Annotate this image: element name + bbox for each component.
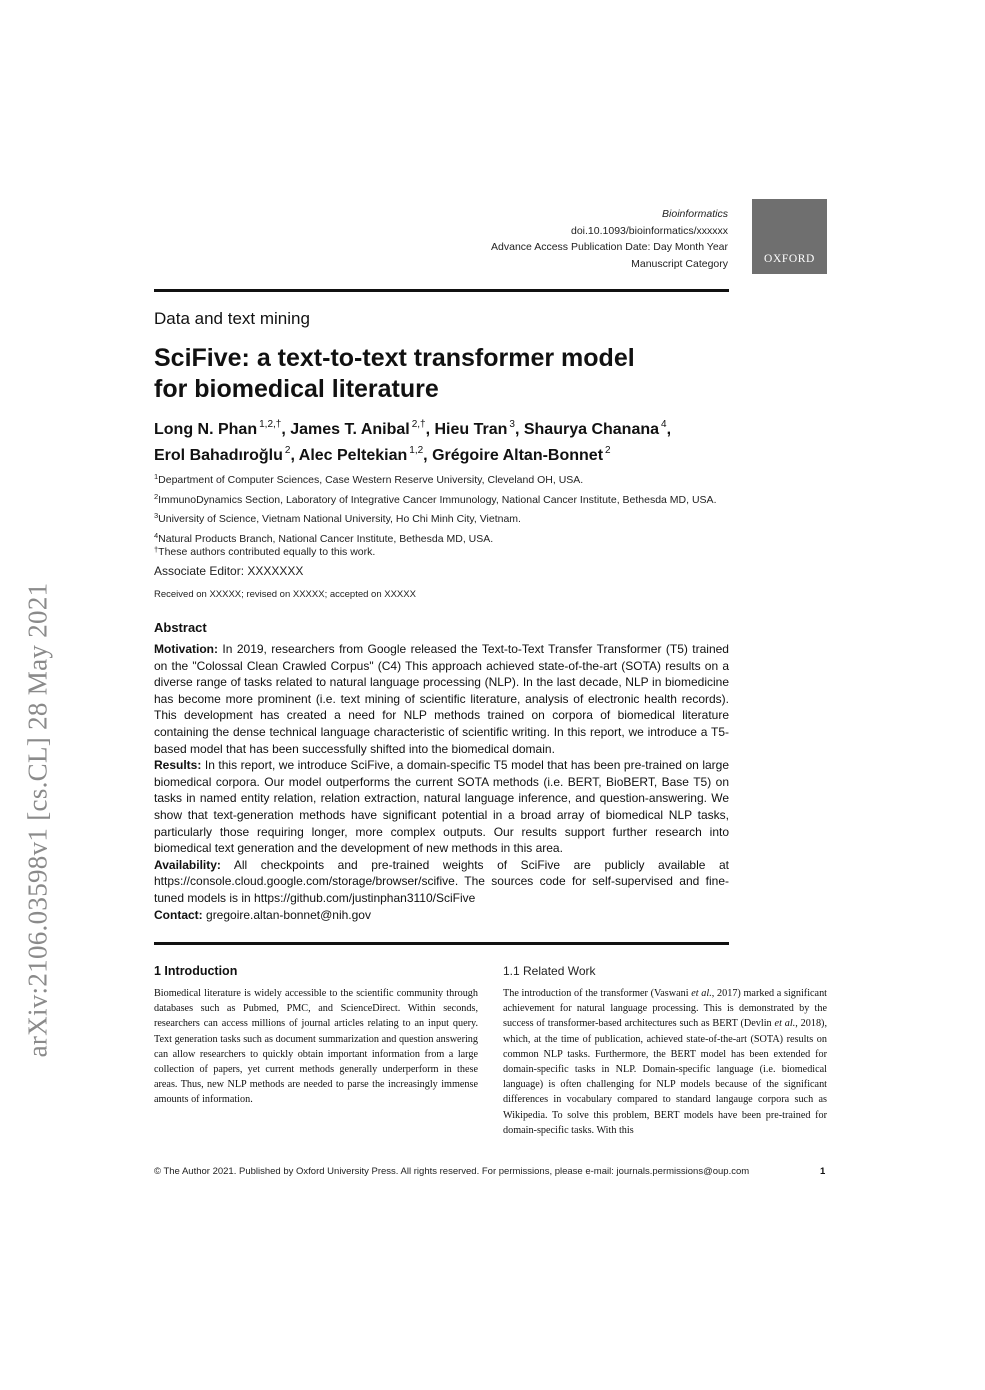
author: Hieu Tran $^3$, bbox=[434, 419, 524, 438]
page-number: 1 bbox=[820, 1166, 826, 1177]
affiliation: $^3$University of Science, Vietnam National University, Ho Chi Minh City, Vietnam. bbox=[154, 511, 521, 525]
abstract-rule bbox=[154, 942, 729, 945]
section-category: Data and text mining bbox=[154, 309, 310, 328]
title-line-2: for biomedical literature bbox=[154, 375, 439, 403]
affiliation: $^1$Department of Computer Sciences, Case Western Reserve University, Cleveland OH, USA. bbox=[154, 472, 584, 486]
abstract-heading: Abstract bbox=[154, 620, 207, 635]
affiliation: $^4$Natural Products Branch, National Cancer Institute, Bethesda MD, USA. bbox=[154, 530, 494, 545]
affiliation: $^2$ImmunoDynamics Section, Laboratory of Integrative Cancer Immunology, National Cancer Institute, Bethesda MD, USA. bbox=[154, 491, 717, 506]
associate-editor: Associate Editor: XXXXXXX bbox=[154, 564, 304, 578]
author: Shaurya Chanana $^4$, bbox=[523, 419, 672, 438]
journal-info bbox=[368, 206, 728, 272]
equal-contribution-note: †These authors contributed equally to this work. bbox=[154, 545, 376, 558]
author-list bbox=[154, 414, 754, 466]
manuscript-category: Manuscript Category bbox=[631, 257, 728, 270]
abstract-availability: Availability: All checkpoints and pre-trained weights of SciFive are publicly available at https://console.cloud.google.com/storage/browser/scifive. The sources code for self-supervised and fine-tuned models is in https://github.com/justinphan3110/SciFive bbox=[154, 857, 730, 905]
header-rule bbox=[154, 289, 729, 292]
introduction-heading: 1 Introduction bbox=[154, 964, 238, 978]
journal-doi: doi.10.1093/bioinformatics/xxxxxx bbox=[571, 224, 728, 237]
author: James T. Anibal $^{2,\dagger}$, bbox=[290, 419, 435, 438]
oxford-logo-text: OXFORD bbox=[764, 253, 815, 265]
abstract-body bbox=[154, 641, 729, 923]
related-work-text: The introduction of the transformer (Vaswani et al., 2017) marked a significant achievement for natural language processing. This is demonstrated by the success of transformer-based architectures such as BERT (Devlin et al., 2018), which, at the time of publication, achieved state-of-the-art (SOTA) results on common NLP tasks. Furthermore, the BERT model has been extended for domain-specific tasks in NLP. Domain-specific language (i.e. biomedical language) is often challenging for NLP models because of the significant differences in vocabulary compared to standard langauge corpora such as Wikipedia. To solve this problem, BERT models have been pre-trained for domain-specific tasks. With this bbox=[503, 988, 827, 1136]
affiliations bbox=[154, 469, 754, 547]
abstract-motivation: Motivation: In 2019, researchers from Google released the Text-to-Text Transfer Transformer (T5) trained on the "Colossal Clean Crawled Corpus" (C4) This approach achieved state-of-the-art (SOTA) results on a diverse range of tasks related to natural language processing (NLP). In the last decade, NLP in biomedicine has become more prominent (i.e. text mining of scientific literature, analysis of electronic health records). This development has created a need for NLP methods trained on corpora of biomedical literature containing the dense technical language characteristic of scientific writing. In this report, we introduce a T5-based model that has been successfully shifted into the biomedical domain. bbox=[154, 642, 729, 756]
author: Alec Peltekian $^{1,2}$, bbox=[298, 445, 433, 464]
copyright-footer: © The Author 2021. Published by Oxford University Press. All rights reserved. For permissions, please e-mail: journals.permissions@oup.com bbox=[154, 1166, 750, 1177]
author-line-1 bbox=[154, 414, 754, 440]
received-dates: Received on XXXXX; revised on XXXXX; accepted on XXXXX bbox=[154, 589, 416, 600]
abstract-results: Results: In this report, we introduce SciFive, a domain-specific T5 model that has been pre-trained on large biomedical corpora. Our model outperforms the current SOTA methods (i.e. BERT, BioBERT, Base T5) on tasks in named entity relation, relation extraction, natural language inference, and question-answering. We show that text-generation methods have significant potential in a broad array of biomedical NLP tasks, particularly those requiring longer, more complex outputs. Our results support further research into biomedical text generation and the development of new methods in this area. bbox=[154, 758, 729, 856]
paper-title bbox=[154, 343, 714, 405]
publication-date: Advance Access Publication Date: Day Month Year bbox=[491, 241, 728, 253]
arxiv-side-stamp: arXiv:2106.03598v1 [cs.CL] 28 May 2021 bbox=[22, 582, 53, 1058]
author-line-2 bbox=[154, 440, 754, 466]
author: Grégoire Altan-Bonnet $^2$ bbox=[432, 445, 611, 464]
related-work-heading: 1.1 Related Work bbox=[503, 964, 596, 978]
journal-name: Bioinformatics bbox=[662, 208, 728, 220]
title-line-1: SciFive: a text-to-text transformer model bbox=[154, 344, 635, 372]
introduction-text: Biomedical literature is widely accessible to the scientific community through databases such as Pubmed, PMC, and ScienceDirect. Within seconds, researchers can access millions of journal articles relating to an input query. Text generation tasks such as document summarization and question answering can allow researchers to quickly obtain important information from a large collection of papers, yet current methods generally underperform in these areas. Thus, new NLP methods are needed to parse the increasingly immense amounts of information. bbox=[154, 988, 478, 1106]
author: Erol Bahadıroğlu $^2$, bbox=[154, 445, 299, 464]
oxford-logo bbox=[752, 199, 827, 274]
author: Long N. Phan $^{1,2,\dagger}$, bbox=[154, 419, 291, 438]
abstract-contact: Contact: gregoire.altan-bonnet@nih.gov bbox=[154, 907, 371, 922]
